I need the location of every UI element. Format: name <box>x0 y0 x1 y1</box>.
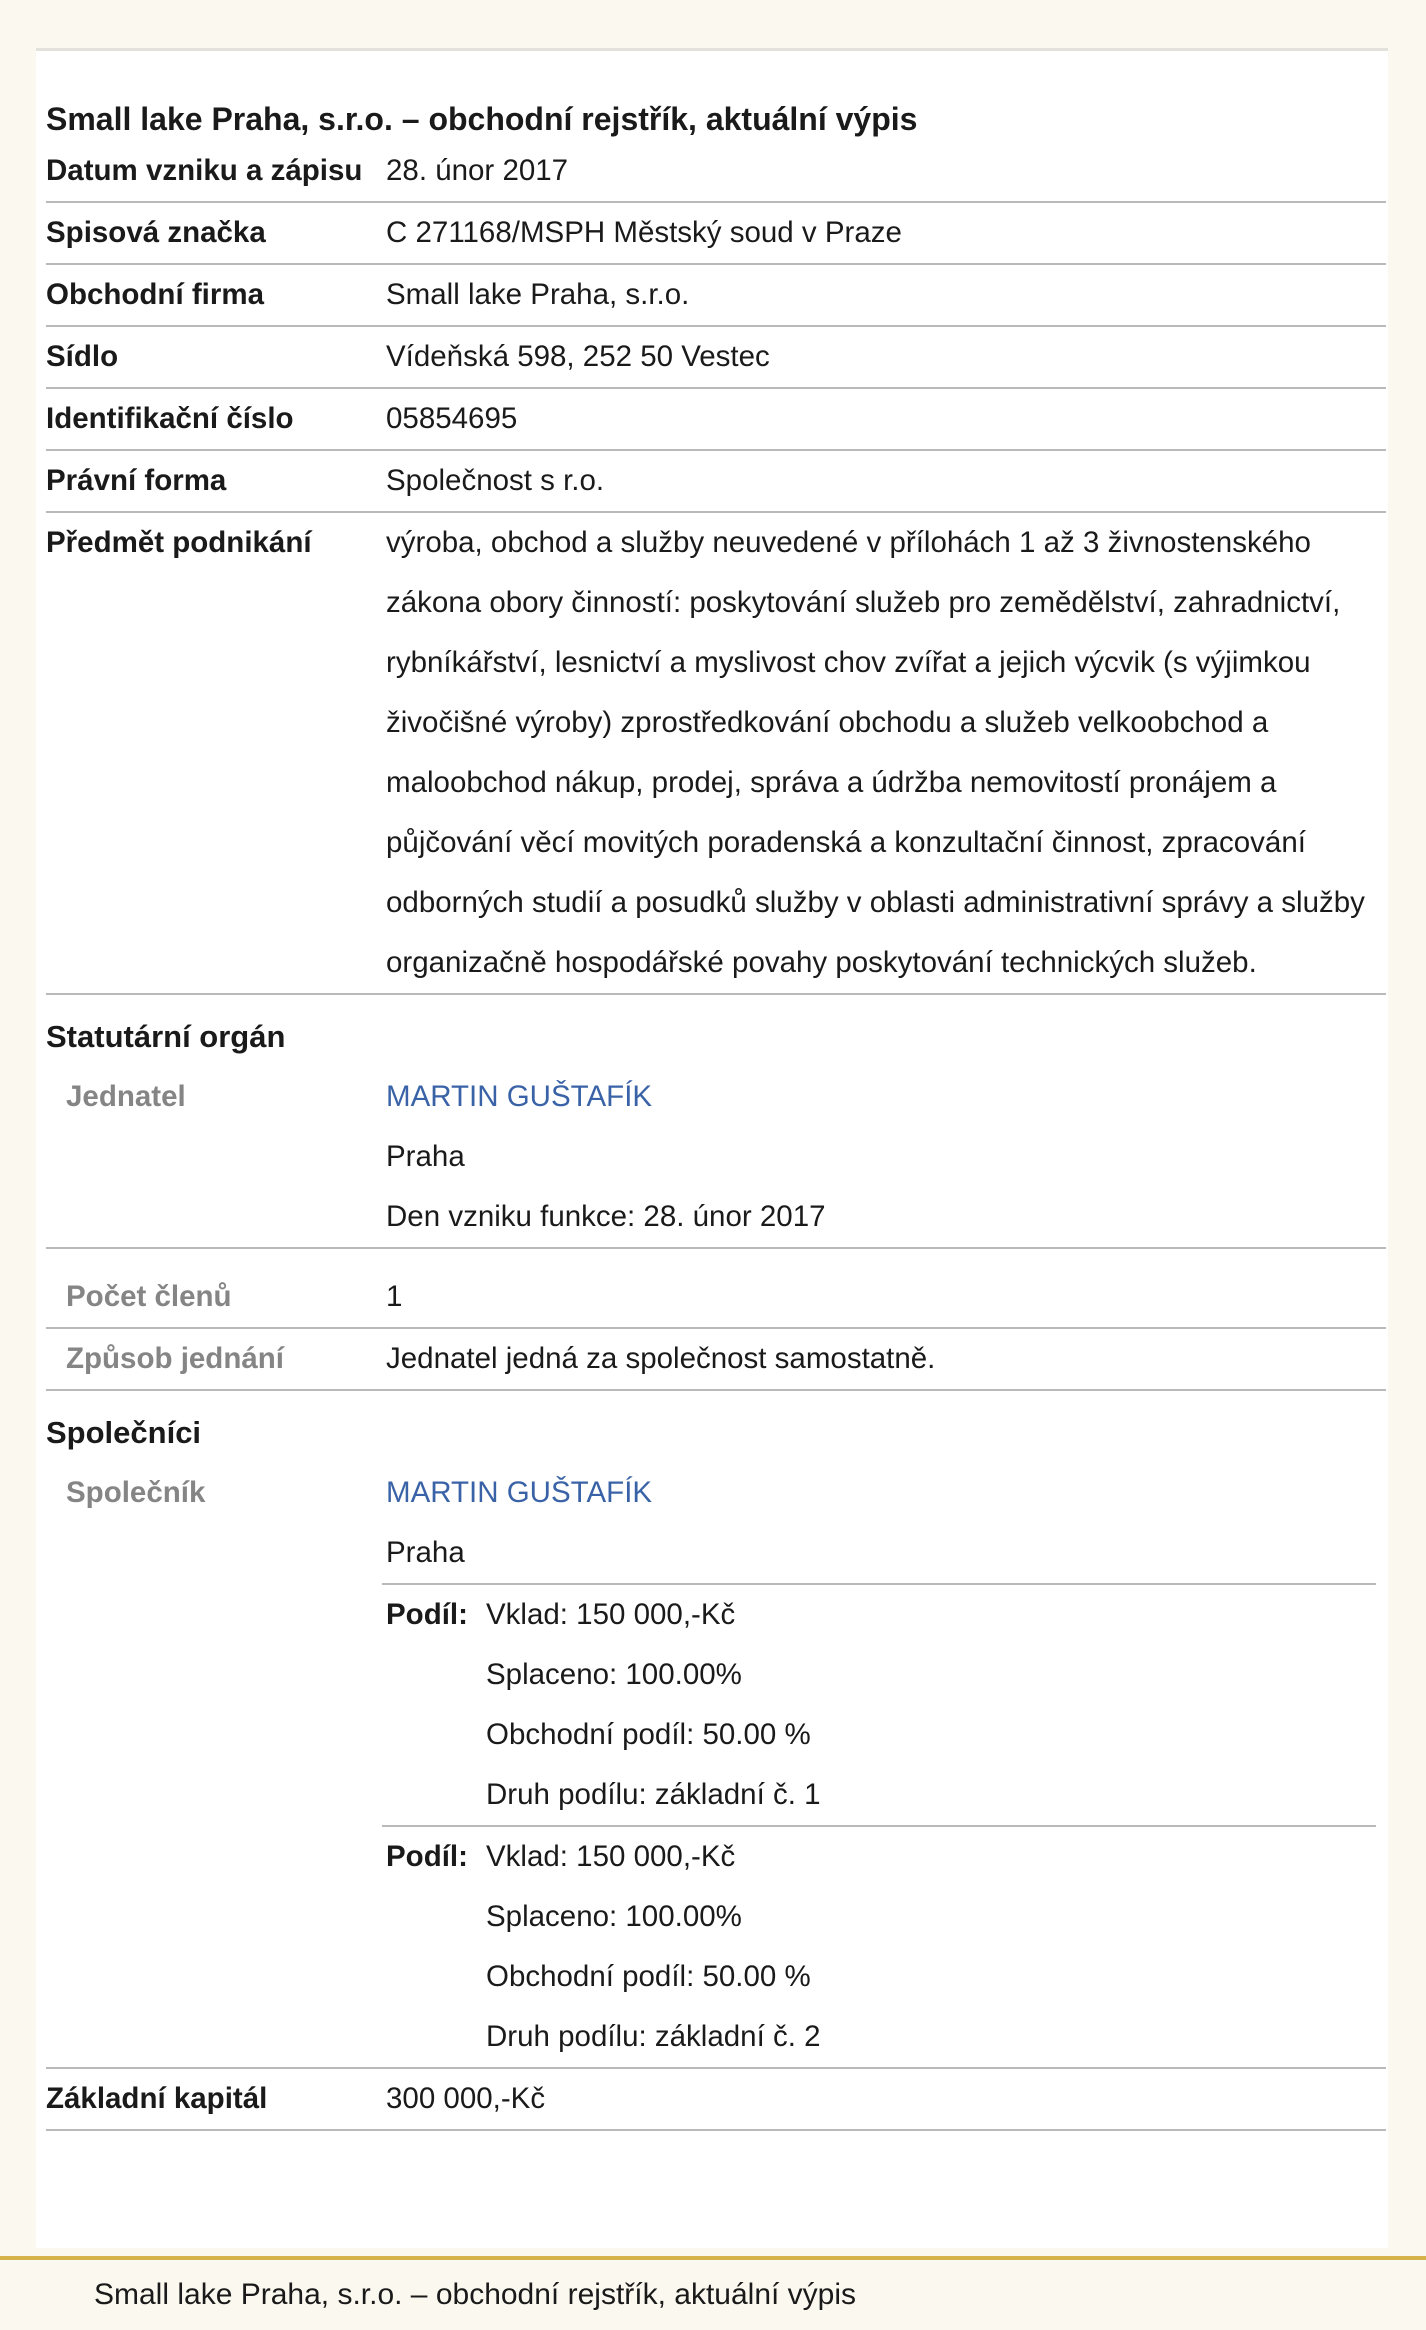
footer-divider <box>0 2256 1426 2260</box>
field-value: 28. únor 2017 <box>386 141 1386 202</box>
section-heading-partners: Společníci <box>46 1415 202 1450</box>
partner-name: MARTIN GUŠTAFÍK <box>386 1476 653 1509</box>
table-row <box>46 1463 1386 2068</box>
capital-value: 300 000,-Kč <box>386 2068 1386 2130</box>
table-row <box>46 326 1386 388</box>
acting-value: Jednatel jedná za společnost samostatně. <box>386 1328 1386 1390</box>
share-block <box>382 1825 1376 2067</box>
share-label: Podíl: <box>386 1840 468 1873</box>
role-label: Jednatel <box>46 1067 386 1248</box>
field-value: výroba, obchod a služby neuvedené v přílohách 1 až 3 živnostenského zákona obory činností: poskytování služeb pro zemědělství, zahradnictví, rybníkářství, lesnictví a myslivost chov zvířat a jejich výcvik (s výjimkou živočišné výroby) zprostředkování obchodu a služeb velkoobchod a maloobchod nákup, prodej, správa a údržba nemovitostí pronájem a půjčování věcí movitých poradenská a konzultační činnost, zpracování odborných studií a posudků služby v oblasti administrativní správy a služby organizačně hospodářské povahy poskytování technických služeb. <box>386 512 1386 994</box>
section-heading-statutory: Statutární orgán <box>46 1019 286 1054</box>
table-row <box>46 202 1386 264</box>
table-row <box>46 1248 1386 1328</box>
registry-table <box>46 141 1386 2131</box>
field-label: Sídlo <box>46 326 386 388</box>
field-label: Identifikační číslo <box>46 388 386 450</box>
share-ratio: Obchodní podíl: 50.00 % <box>486 1718 811 1751</box>
share-label: Podíl: <box>386 1598 468 1631</box>
share-details <box>486 1585 821 1825</box>
field-label: Předmět podnikání <box>46 512 386 994</box>
share-kind: Druh podílu: základní č. 1 <box>486 1778 821 1811</box>
registry-card <box>36 48 1388 2248</box>
acting-label: Způsob jednání <box>46 1328 386 1390</box>
members-label: Počet členů <box>46 1248 386 1328</box>
field-label: Právní forma <box>46 450 386 512</box>
partner-block <box>386 1463 1386 2068</box>
share-kind: Druh podílu: základní č. 2 <box>486 2020 821 2053</box>
person-city: Praha <box>386 1140 465 1173</box>
share-paid: Splaceno: 100.00% <box>486 1658 742 1691</box>
section-heading-row <box>46 1390 1386 1463</box>
function-since: Den vzniku funkce: 28. únor 2017 <box>386 1200 826 1233</box>
field-value: Společnost s r.o. <box>386 450 1386 512</box>
field-label: Obchodní firma <box>46 264 386 326</box>
page-title: Small lake Praha, s.r.o. – obchodní rejstřík, aktuální výpis <box>46 101 918 137</box>
person-block <box>386 1067 1386 1248</box>
person-name: MARTIN GUŠTAFÍK <box>386 1080 653 1113</box>
partner-city: Praha <box>386 1536 465 1569</box>
table-row <box>46 450 1386 512</box>
table-row <box>46 2068 1386 2130</box>
footer-title: Small lake Praha, s.r.o. – obchodní rejstřík, aktuální výpis <box>94 2278 857 2311</box>
share-ratio: Obchodní podíl: 50.00 % <box>486 1960 811 1993</box>
table-row <box>46 388 1386 450</box>
role-label: Společník <box>46 1463 386 2068</box>
share-paid: Splaceno: 100.00% <box>486 1900 742 1933</box>
field-label: Datum vzniku a zápisu <box>46 141 386 202</box>
members-value: 1 <box>386 1248 1386 1328</box>
section-heading-row <box>46 994 1386 1067</box>
field-label: Spisová značka <box>46 202 386 264</box>
table-row <box>46 512 1386 994</box>
field-value: C 271168/MSPH Městský soud v Praze <box>386 202 1386 264</box>
share-block <box>382 1583 1376 1825</box>
field-value: 05854695 <box>386 388 1386 450</box>
field-value: Vídeňská 598, 252 50 Vestec <box>386 326 1386 388</box>
table-row <box>46 1328 1386 1390</box>
table-row <box>46 141 1386 202</box>
share-details <box>486 1827 821 2067</box>
field-value: Small lake Praha, s.r.o. <box>386 264 1386 326</box>
share-deposit: Vklad: 150 000,-Kč <box>486 1598 736 1631</box>
table-row <box>46 264 1386 326</box>
capital-label: Základní kapitál <box>46 2068 386 2130</box>
share-deposit: Vklad: 150 000,-Kč <box>486 1840 736 1873</box>
table-row <box>46 1067 1386 1248</box>
